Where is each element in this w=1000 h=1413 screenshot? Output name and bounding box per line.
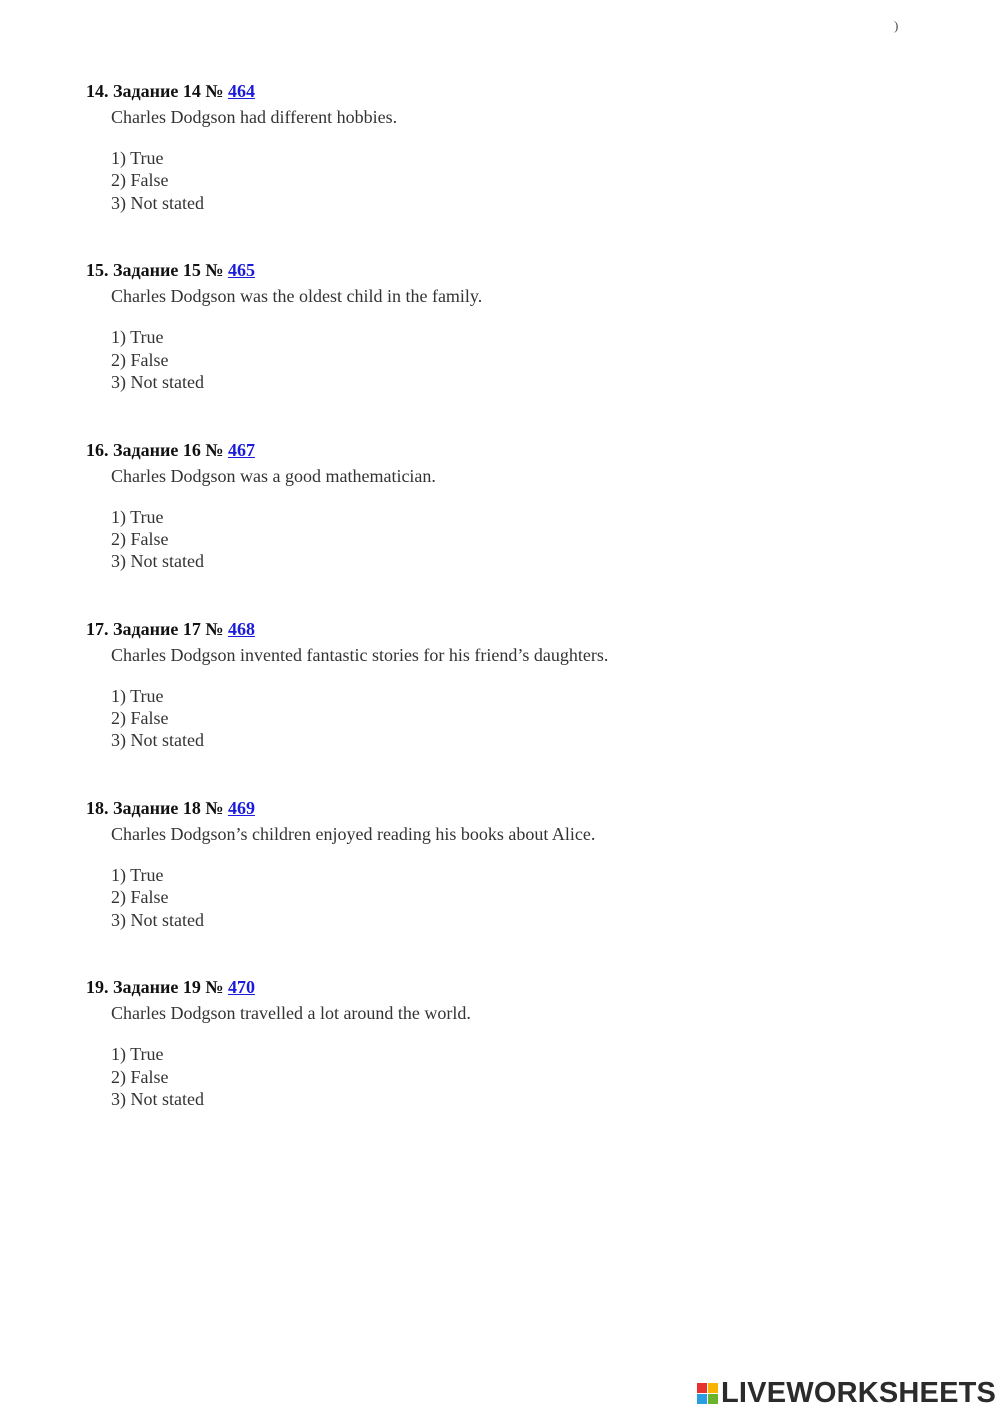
task-number-link[interactable]: 467 bbox=[227, 439, 255, 460]
task-heading bbox=[86, 257, 946, 283]
task-item bbox=[86, 257, 946, 436]
task-number-link[interactable]: 465 bbox=[227, 260, 255, 281]
task-heading-text: 14. Задание 14 № bbox=[86, 81, 228, 101]
task-question: Charles Dodgson invented fantastic stories for his friend’s daughters. bbox=[111, 644, 609, 665]
task-heading-text: 15. Задание 15 № bbox=[86, 260, 228, 281]
task-number-link[interactable]: 469 bbox=[227, 798, 255, 819]
task-item bbox=[86, 795, 946, 974]
task-number-link[interactable]: 470 bbox=[227, 977, 255, 998]
answer-option[interactable]: 2) False bbox=[111, 1066, 169, 1087]
answer-option[interactable]: 2) False bbox=[111, 528, 169, 549]
logo-square-blue bbox=[697, 1394, 707, 1404]
answer-options bbox=[111, 685, 946, 752]
answer-options bbox=[111, 506, 946, 573]
task-heading bbox=[86, 795, 946, 821]
answer-option[interactable]: 3) Not stated bbox=[111, 371, 204, 392]
task-question: Charles Dodgson’s children enjoyed reading his books about Alice. bbox=[111, 824, 596, 845]
task-heading bbox=[86, 437, 946, 463]
task-heading-text: 17. Задание 17 № bbox=[86, 618, 228, 639]
task-item bbox=[86, 974, 946, 1153]
logo-square-yellow bbox=[708, 1383, 718, 1393]
task-question: Charles Dodgson was a good mathematician. bbox=[111, 465, 436, 486]
task-list bbox=[86, 78, 946, 1154]
liveworksheets-logo-icon bbox=[697, 1383, 718, 1404]
answer-option[interactable]: 3) Not stated bbox=[111, 551, 204, 572]
answer-option[interactable]: 1) True bbox=[111, 506, 164, 527]
answer-option[interactable]: 3) Not stated bbox=[111, 192, 204, 213]
task-heading bbox=[86, 616, 946, 642]
answer-option[interactable]: 2) False bbox=[111, 708, 169, 729]
answer-options bbox=[111, 147, 946, 214]
answer-options bbox=[111, 864, 946, 931]
task-item bbox=[86, 616, 946, 795]
answer-option[interactable]: 2) False bbox=[111, 349, 169, 370]
logo-square-red bbox=[697, 1383, 707, 1393]
page-corner-mark: ) bbox=[894, 18, 899, 33]
task-heading bbox=[86, 974, 946, 1000]
answer-option[interactable]: 1) True bbox=[111, 148, 164, 168]
task-heading-text: 19. Задание 19 № bbox=[86, 977, 228, 998]
answer-option[interactable]: 2) False bbox=[111, 170, 169, 191]
task-question: Charles Dodgson travelled a lot around the world. bbox=[111, 1003, 471, 1024]
answer-option[interactable]: 1) True bbox=[111, 1044, 164, 1065]
answer-option[interactable]: 1) True bbox=[111, 685, 164, 706]
task-item bbox=[86, 437, 946, 616]
task-question: Charles Dodgson had different hobbies. bbox=[111, 107, 398, 127]
task-item bbox=[86, 78, 946, 257]
answer-option[interactable]: 3) Not stated bbox=[111, 730, 204, 751]
task-question: Charles Dodgson was the oldest child in the family. bbox=[111, 286, 483, 307]
answer-option[interactable]: 3) Not stated bbox=[111, 909, 204, 930]
answer-option[interactable]: 3) Not stated bbox=[111, 1089, 204, 1110]
task-heading bbox=[86, 78, 946, 104]
answer-option[interactable]: 1) True bbox=[111, 327, 164, 348]
task-number-link[interactable]: 464 bbox=[227, 81, 255, 101]
answer-option[interactable]: 1) True bbox=[111, 865, 164, 886]
brand-wordmark: LIVEWORKSHEETS bbox=[721, 1377, 997, 1409]
task-number-link[interactable]: 468 bbox=[227, 618, 255, 639]
task-heading-text: 16. Задание 16 № bbox=[86, 439, 228, 460]
liveworksheets-brand bbox=[697, 1377, 996, 1409]
answer-options bbox=[111, 1043, 946, 1110]
answer-option[interactable]: 2) False bbox=[111, 887, 169, 908]
answer-options bbox=[111, 326, 946, 393]
task-heading-text: 18. Задание 18 № bbox=[86, 798, 228, 819]
logo-square-green bbox=[708, 1394, 718, 1404]
